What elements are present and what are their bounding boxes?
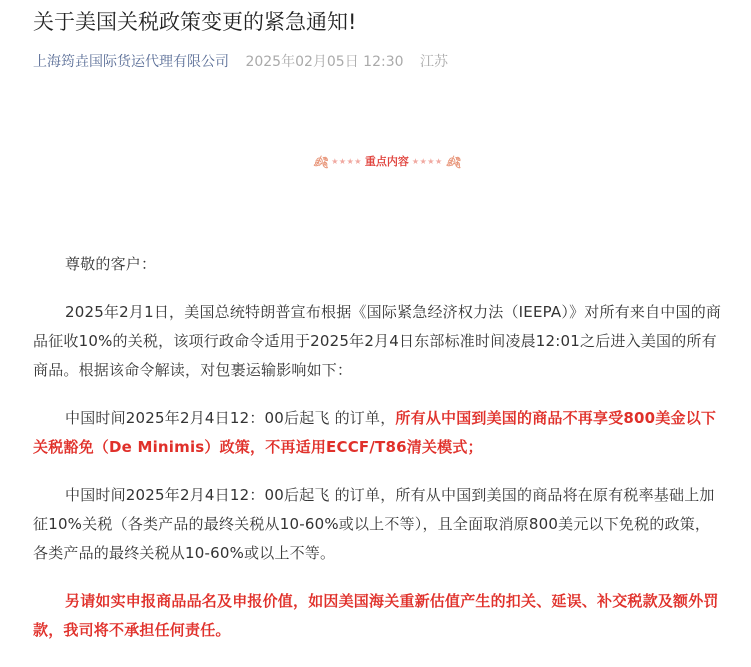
key-content-badge bbox=[313, 154, 461, 170]
greeting: 尊敬的客户： bbox=[65, 255, 157, 273]
article-body bbox=[33, 250, 723, 645]
publish-datetime: 2025年02月05日 12:30 bbox=[245, 54, 404, 70]
badge-label: 重点内容 bbox=[364, 155, 409, 168]
paragraph-disclaimer: 另请如实申报商品品名及申报价值，如因美国海关重新估值产生的扣关、延误、补交税款及额外罚款，我司将不承担任何责任。 bbox=[33, 592, 719, 639]
article-title: 关于美国关税政策变更的紧急通知! bbox=[33, 10, 357, 34]
publish-location: 江苏 bbox=[419, 54, 448, 70]
right-ornament-icon: 🍂︎ bbox=[445, 155, 461, 169]
left-ornament-icon: 🍂︎ bbox=[313, 155, 329, 169]
paragraph-tariff-detail: 中国时间2025年2月4日12：00后起飞 的订单，所有从中国到美国的商品将在原有税率基础上加征10%关税（各类产品的最终关税从10-60%或以上不等），且全面取消原800美元以下免税的政策，各类产品的最终关税从10-60%或以上不等。 bbox=[33, 486, 715, 562]
paragraph-announcement: 2025年2月1日，美国总统特朗普宣布根据《国际紧急经济权力法（IEEPA）》对所有来自中国的商品征收10%的关税，该项行政命令适用于2025年2月4日东部标准时间凌晨12:01之后进入美国的所有商品。根据该命令解读，对包裹运输影响如下： bbox=[33, 303, 722, 379]
right-stars: ★★★★ bbox=[411, 157, 443, 166]
paragraph-policy-change bbox=[33, 404, 723, 462]
policy-highlight-text: 所有从中国到美国的商品不再享受800美金以下关税豁免（De Minimis）政策，不再适用ECCF/T86清关模式； bbox=[33, 409, 717, 456]
account-name-link[interactable]: 上海筠垚国际货运代理有限公司 bbox=[33, 54, 229, 70]
article-meta bbox=[33, 51, 448, 73]
policy-plain-text: 中国时间2025年2月4日12：00后起飞 的订单， bbox=[65, 409, 396, 427]
left-stars: ★★★★ bbox=[331, 157, 362, 166]
